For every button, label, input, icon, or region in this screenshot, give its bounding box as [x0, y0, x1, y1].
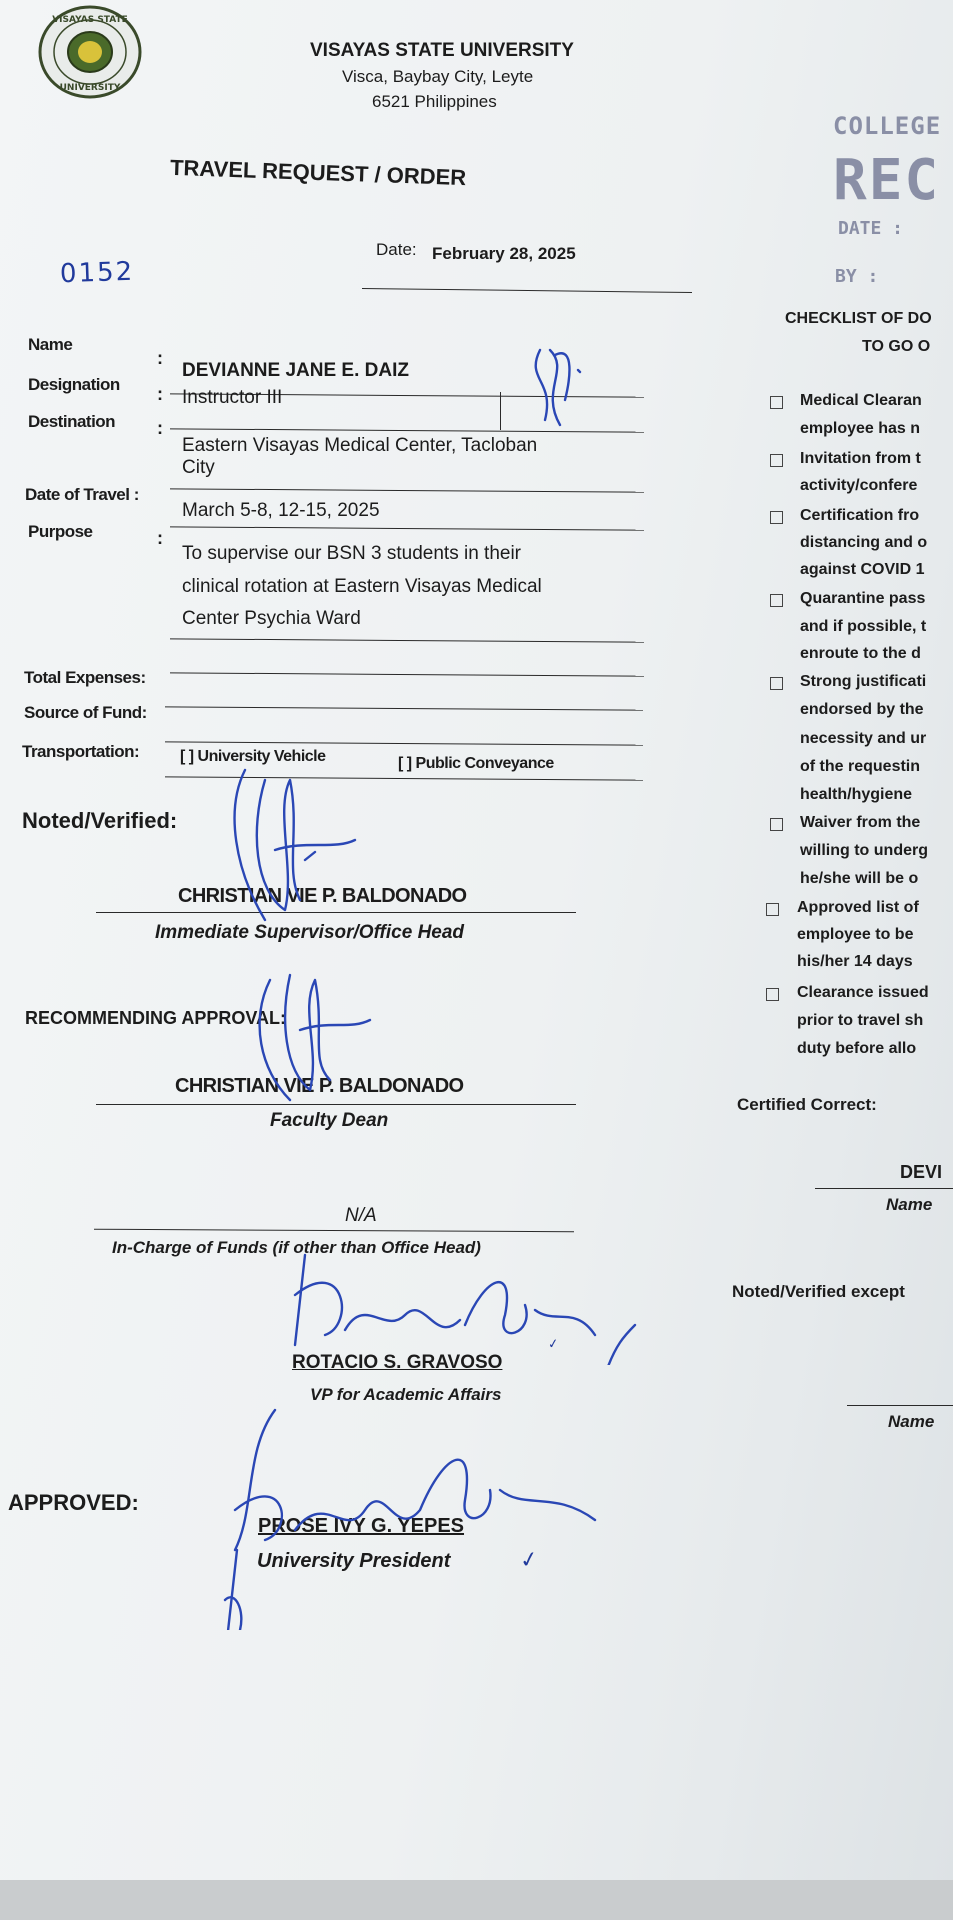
received-stamp-by: BY :	[835, 266, 879, 287]
checklist-checkbox[interactable]	[770, 511, 783, 524]
dean-title: Faculty Dean	[270, 1110, 389, 1131]
received-stamp-date: DATE :	[838, 218, 904, 239]
checklist-checkbox[interactable]	[770, 594, 783, 607]
checklist-title-line1: CHECKLIST OF DO	[785, 310, 932, 327]
vp-title: VP for Academic Affairs	[310, 1385, 502, 1404]
certified-name-caption: Name	[886, 1195, 933, 1214]
destination-value-line2: City	[182, 457, 215, 478]
dean-name: CHRISTIAN VIE P. BALDONADO	[175, 1075, 464, 1097]
name-colon: :	[157, 348, 163, 368]
purpose-value-line1: To supervise our BSN 3 students in their	[182, 543, 522, 564]
supervisor-title: Immediate Supervisor/Office Head	[155, 922, 465, 943]
date-of-travel-label: Date of Travel :	[25, 485, 139, 504]
name-label: Name	[28, 335, 73, 354]
svg-text:UNIVERSITY: UNIVERSITY	[59, 83, 121, 93]
handwritten-control-number: 0152	[59, 256, 135, 290]
transportation-label: Transportation:	[22, 742, 140, 761]
vp-name: ROTACIO S. GRAVOSO	[292, 1352, 503, 1373]
noted-except-name-caption: Name	[888, 1412, 935, 1431]
checklist-item-5-line5: health/hygiene	[800, 786, 913, 803]
checklist-item-6-line1: Waiver from the	[800, 814, 921, 831]
university-address-line1: Visca, Baybay City, Leyte	[342, 67, 534, 86]
checklist-checkbox[interactable]	[766, 903, 779, 916]
university-seal-logo	[36, 4, 144, 100]
checklist-item-6-line3: he/she will be o	[800, 870, 919, 887]
funds-value: N/A	[345, 1205, 377, 1226]
university-name: VISAYAS STATE UNIVERSITY	[310, 40, 574, 61]
date-label: Date:	[376, 240, 417, 259]
checklist-checkbox[interactable]	[770, 396, 783, 409]
approved-label: APPROVED:	[8, 1490, 139, 1515]
certified-correct-label: Certified Correct:	[737, 1095, 877, 1114]
checklist-item-6-line2: willing to underg	[800, 842, 928, 859]
president-signature	[215, 1390, 605, 1630]
checklist-item-2-line2: activity/confere	[800, 477, 918, 494]
received-stamp-title: REC	[833, 148, 941, 213]
checklist-checkbox[interactable]	[770, 454, 783, 467]
president-name: PROSE IVY G. YEPES	[258, 1515, 465, 1537]
destination-value-line1: Eastern Visayas Medical Center, Tacloban	[182, 435, 538, 456]
certified-name: DEVI	[900, 1162, 943, 1182]
checklist-item-8-line2: prior to travel sh	[797, 1012, 924, 1029]
noted-verified-label: Noted/Verified:	[22, 808, 178, 833]
certified-signature-line	[815, 1188, 953, 1189]
checklist-checkbox[interactable]	[770, 677, 783, 690]
checklist-item-4-line2: and if possible, t	[800, 618, 927, 635]
employee-initials-signature	[520, 340, 590, 435]
university-address-line2: 6521 Philippines	[372, 92, 497, 111]
designation-value: Instructor III	[182, 387, 283, 408]
checklist-title-line2: TO GO O	[862, 338, 931, 355]
noted-except-signature-line	[847, 1405, 953, 1406]
svg-text:VISAYAS STATE: VISAYAS STATE	[52, 15, 128, 25]
noted-verified-except-label: Noted/Verified except	[732, 1282, 905, 1301]
funds-title: In-Charge of Funds (if other than Office Head)	[112, 1238, 481, 1257]
checklist-checkbox[interactable]	[770, 818, 783, 831]
designation-colon: :	[157, 384, 163, 404]
vp-signature	[285, 1235, 645, 1365]
date-value: February 28, 2025	[432, 244, 576, 263]
checklist-item-5-line2: endorsed by the	[800, 701, 924, 718]
checklist-item-5-line4: of the requestin	[800, 758, 921, 775]
purpose-label: Purpose	[28, 522, 93, 541]
checklist-item-5-line1: Strong justificati	[800, 673, 927, 690]
supervisor-signature	[205, 750, 365, 940]
president-initials-mark: ✓	[517, 1546, 541, 1575]
recommending-approval-label: RECOMMENDING APPROVAL:	[25, 1008, 286, 1028]
transport-option-public-conveyance: [ ] Public Conveyance	[398, 755, 554, 772]
designation-box-divider	[500, 392, 501, 430]
total-expenses-label: Total Expenses:	[24, 668, 146, 687]
checklist-item-5-line3: necessity and ur	[800, 730, 927, 747]
destination-label: Destination	[28, 412, 116, 431]
purpose-colon: :	[157, 528, 163, 548]
checklist-item-7-line3: his/her 14 days	[797, 953, 913, 970]
checklist-item-8-line1: Clearance issued	[797, 984, 929, 1001]
checklist-item-1-line2: employee has n	[800, 420, 921, 437]
name-value: DEVIANNE JANE E. DAIZ	[182, 360, 409, 381]
president-title: University President	[257, 1550, 451, 1572]
checklist-item-7-line2: employee to be	[797, 926, 914, 943]
transport-option-university-vehicle: [ ] University Vehicle	[180, 748, 326, 765]
form-title: TRAVEL REQUEST / ORDER	[169, 154, 467, 191]
date-of-travel-value: March 5-8, 12-15, 2025	[182, 500, 380, 521]
checklist-checkbox[interactable]	[766, 988, 779, 1001]
supervisor-name: CHRISTIAN VIE P. BALDONADO	[178, 885, 467, 907]
vp-initials-mark: ✓	[547, 1336, 560, 1353]
checklist-item-1-line1: Medical Clearan	[800, 392, 922, 409]
checklist-item-4-line1: Quarantine pass	[800, 590, 926, 607]
checklist-item-8-line3: duty before allo	[797, 1040, 917, 1057]
dean-signature	[240, 960, 380, 1120]
checklist-item-3-line1: Certification fro	[800, 507, 920, 524]
checklist-item-3-line2: distancing and o	[800, 534, 928, 551]
checklist-item-3-line3: against COVID 1	[800, 561, 925, 578]
checklist-item-2-line1: Invitation from t	[800, 450, 921, 467]
checklist-item-4-line3: enroute to the d	[800, 645, 921, 662]
purpose-value-line3: Center Psychia Ward	[182, 608, 361, 629]
received-stamp-college: COLLEGE	[833, 112, 942, 140]
source-of-fund-label: Source of Fund:	[24, 703, 147, 722]
designation-label: Designation	[28, 375, 120, 394]
destination-colon: :	[157, 418, 163, 438]
desk-surface	[0, 1880, 953, 1920]
purpose-value-line2: clinical rotation at Eastern Visayas Medical	[182, 576, 542, 597]
checklist-item-7-line1: Approved list of	[797, 899, 919, 916]
